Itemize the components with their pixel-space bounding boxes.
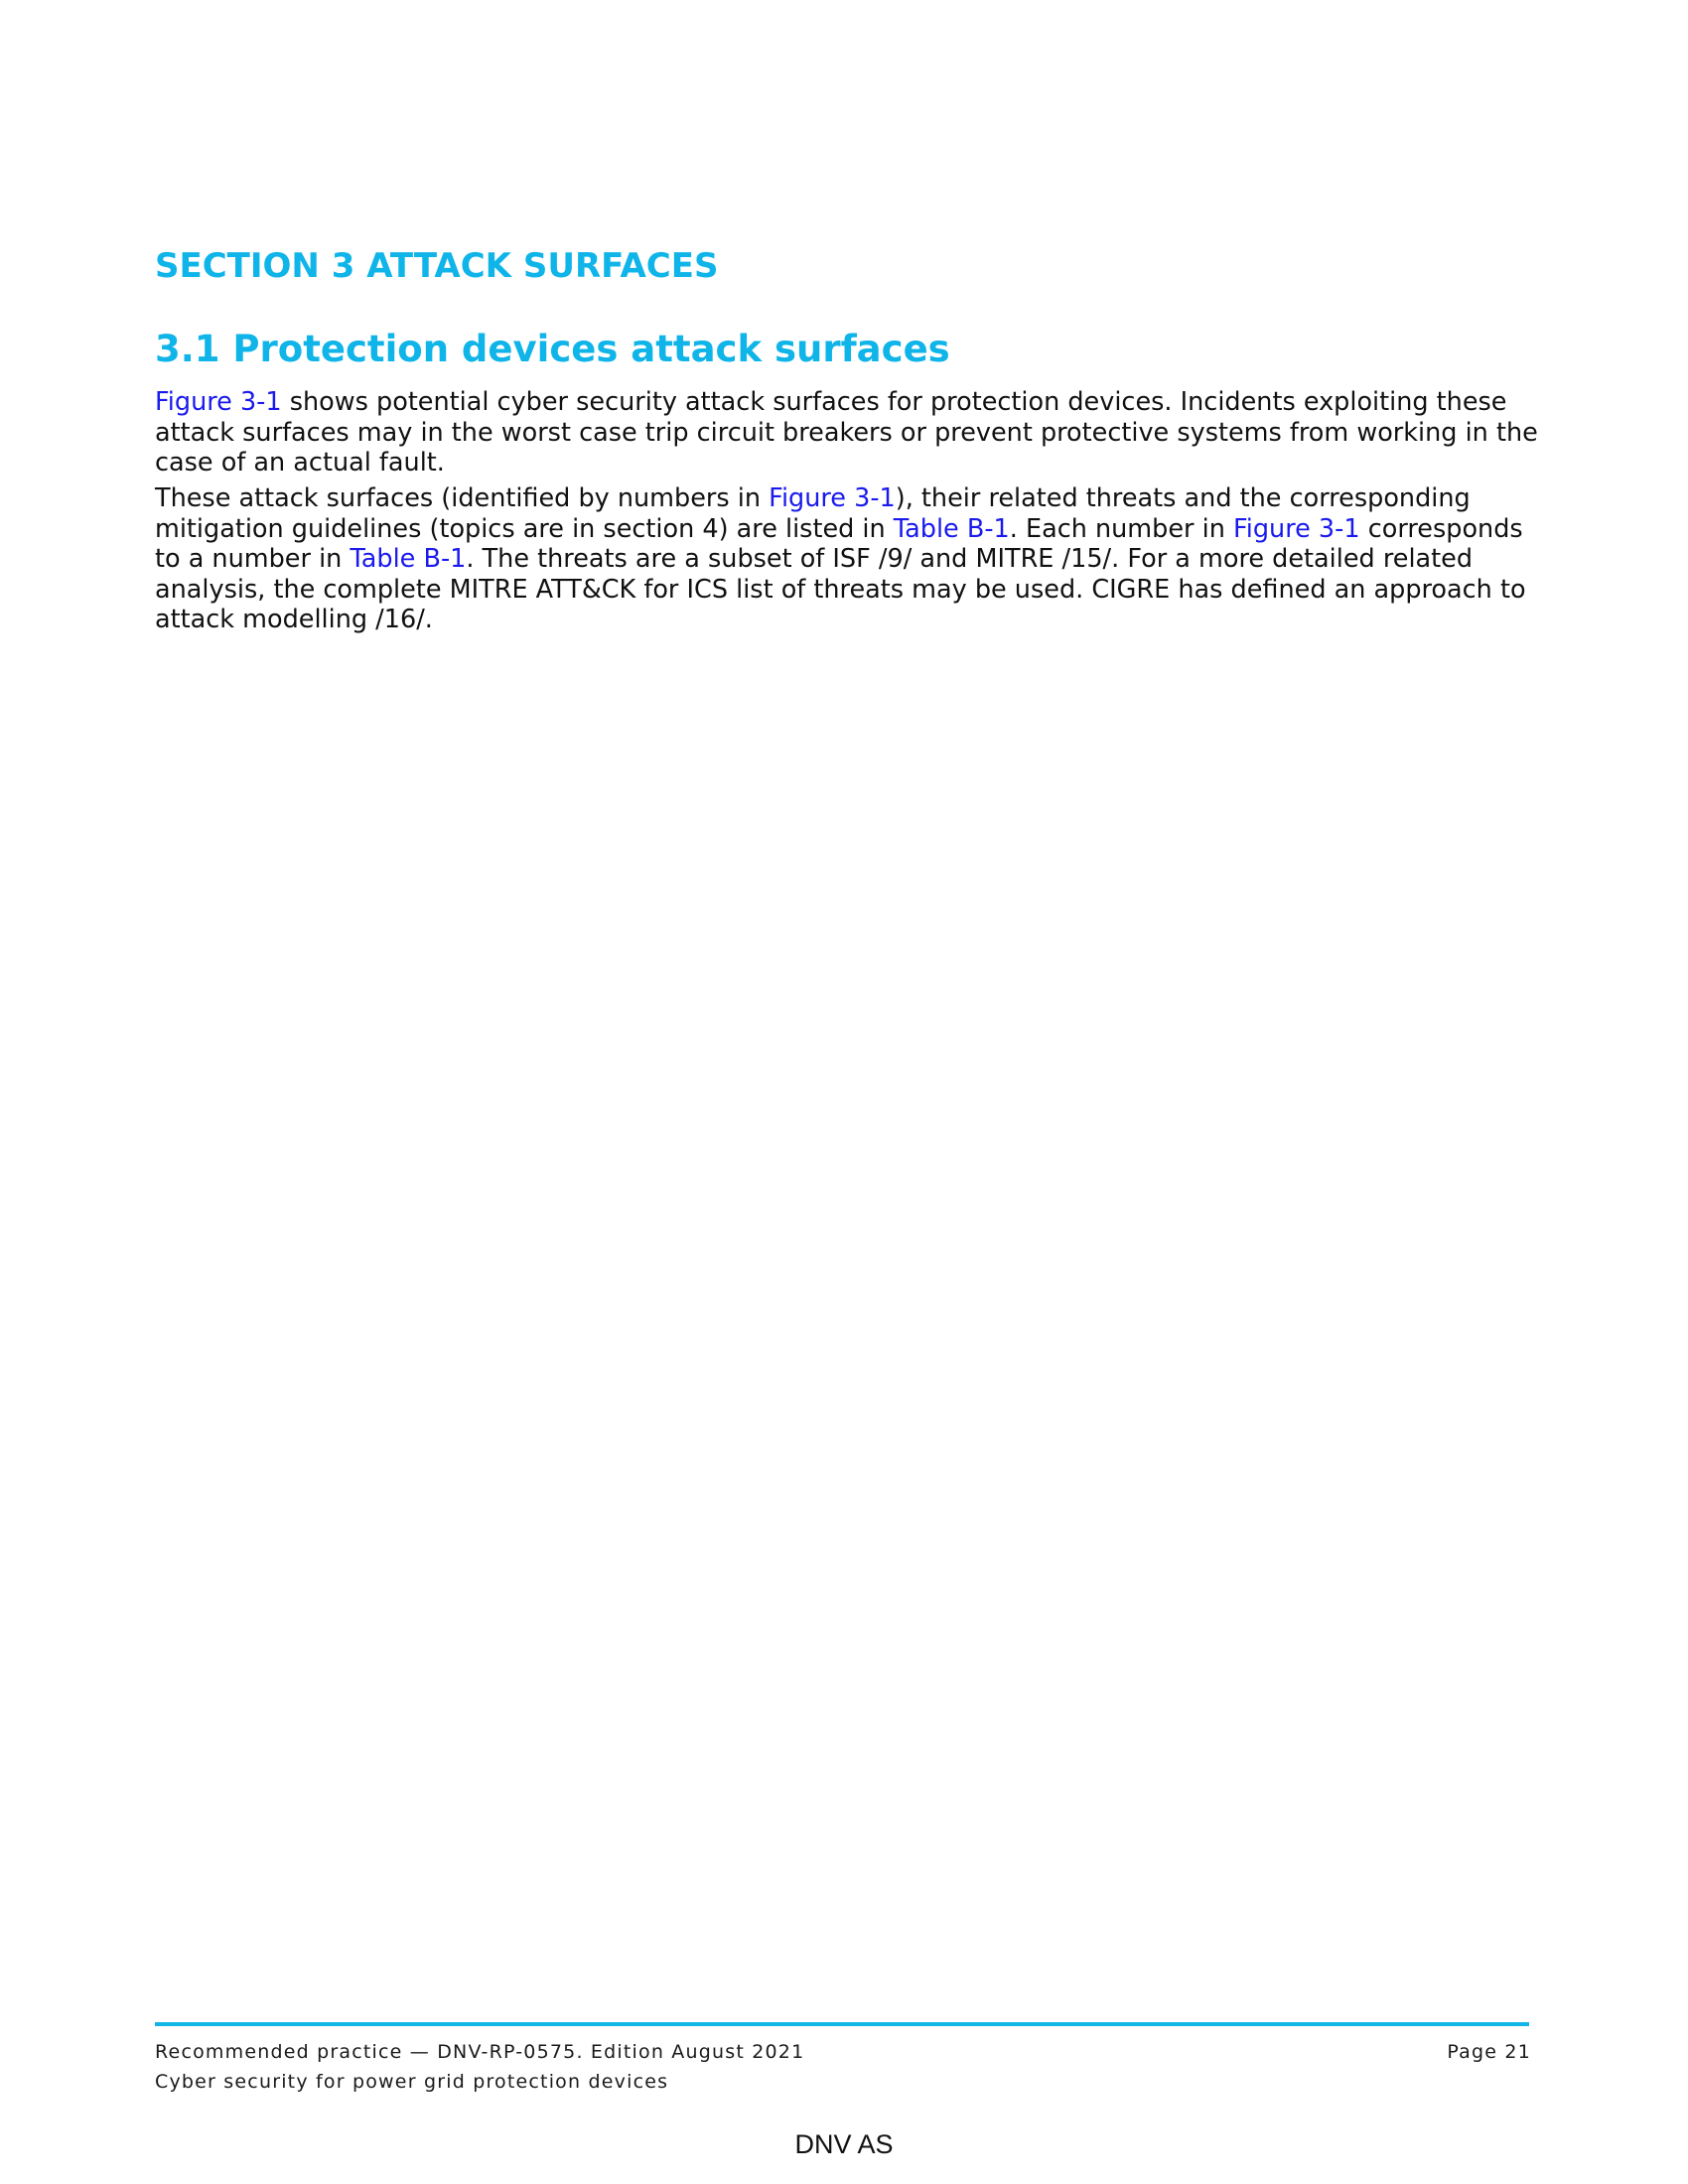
section-heading: SECTION 3 ATTACK SURFACES	[155, 246, 719, 286]
footer-divider	[155, 2022, 1529, 2026]
paragraph-1-text: shows potential cyber security attack surfaces for protection devices. Incidents exploiting these attack surfaces may in the worst case trip circuit breakers or prevent protective systems from working in the case of an actual fault.	[155, 387, 1538, 478]
figure-link[interactable]: Figure 3-1	[1232, 513, 1360, 544]
subsection-heading: 3.1 Protection devices attack surfaces	[155, 328, 950, 370]
paragraph-2-text-1: These attack surfaces (identified by numbers in	[155, 483, 770, 513]
footer-doc-line: Recommended practice — DNV-RP-0575. Edition August 2021	[155, 2041, 805, 2063]
paragraph-2	[155, 483, 1540, 635]
figure-link[interactable]: Figure 3-1	[769, 483, 896, 513]
table-link[interactable]: Table B-1	[350, 544, 467, 574]
figure-link[interactable]: Figure 3-1	[155, 387, 282, 417]
paragraph-2-text-4: corresponds to a number in	[155, 513, 1523, 574]
table-link[interactable]: Table B-1	[893, 513, 1010, 544]
paragraph-1	[155, 387, 1540, 478]
page-number: Page 21	[1447, 2041, 1531, 2063]
paragraph-2-text-3: . Each number in	[1009, 513, 1233, 544]
footer-title-line: Cyber security for power grid protection devices	[155, 2071, 669, 2093]
paragraph-2-text-5: . The threats are a subset of ISF /9/ and MITRE /15/. For a more detailed related analysis, the complete MITRE ATT&CK for ICS list of threats may be used. CIGRE has defined an approach to attack modelling /16/.	[155, 544, 1526, 634]
company-name: DNV AS	[794, 2129, 894, 2159]
paragraph-2-text-2: ), their related threats and the corresponding mitigation guidelines (topics are in section 4) are listed in	[155, 483, 1471, 544]
footer-document-info	[155, 2037, 804, 2097]
